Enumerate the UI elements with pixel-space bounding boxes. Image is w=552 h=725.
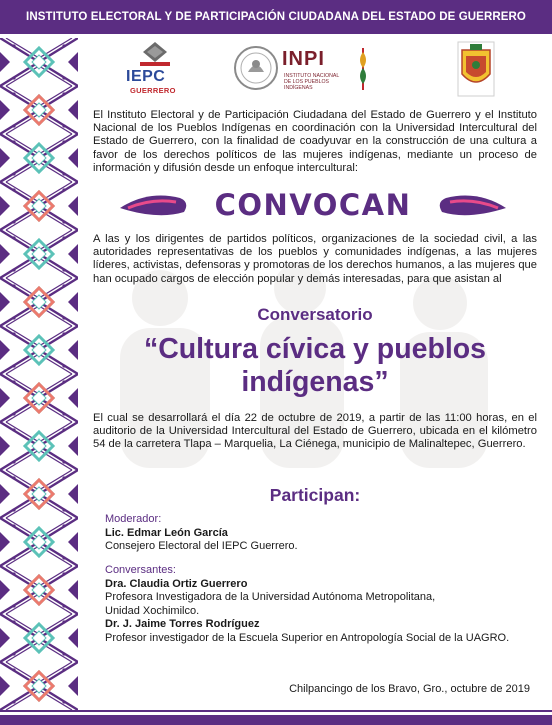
mexico-seal-icon — [232, 44, 280, 92]
iepc-logo — [120, 40, 190, 100]
speaker-name: Dra. Claudia Ortiz Guerrero — [105, 577, 248, 590]
participan-heading: Participan: — [269, 485, 361, 505]
moderator-label: Moderador: — [105, 513, 162, 525]
iepc-name: IEPC — [126, 68, 166, 85]
convocan-heading — [118, 188, 508, 222]
right-swoosh-icon — [434, 190, 508, 224]
iepc-emblem-icon — [120, 40, 190, 68]
moderator-name: Lic. Edmar León García — [105, 526, 228, 539]
feather-icon — [356, 46, 370, 92]
moderator-role: Consejero Electoral del IEPC Guerrero. — [105, 540, 298, 553]
header-banner — [0, 0, 552, 34]
speaker-role: Profesora Investigadora de la Universidad Autónoma Metropolitana, — [105, 591, 436, 604]
guerrero-coat-of-arms — [456, 40, 496, 98]
footer-bar — [0, 715, 552, 725]
convocan-title: CONVOCAN — [214, 188, 412, 222]
inpi-logo — [232, 40, 382, 100]
inpi-subtitle: INSTITUTO NACIONAL DE LOS PUEBLOS INDÍGENAS — [284, 73, 340, 91]
place-and-date: Chilpancingo de los Bravo, Gro., octubre de 2019 — [289, 683, 530, 695]
speaker-name: Dr. J. Jaime Torres Rodríguez — [105, 618, 260, 631]
speaker-role: Profesor investigador de la Escuela Superior en Antropología Social de la UAGRO. — [105, 631, 510, 644]
intro-paragraph: El Instituto Electoral y de Participación Ciudadana del Estado de Guerrero y el Instituto Nacional de los Pueblos Indígenas en coordinación con la Universidad Intercultural del Estado de Guerrero, con la finalidad de coadyuvar en la construcción de una cultura a favor de los derechos políticos de las mujeres indígenas, mediante un proceso de información y difusión desde un enfoque intercultural: — [93, 109, 537, 174]
speakers-label: Conversantes: — [105, 564, 176, 576]
conversatorio-title: “Cultura cívica y pueblos indígenas” — [143, 333, 487, 398]
iepc-state: GUERRERO — [130, 86, 176, 95]
moderator-section — [105, 513, 535, 554]
event-paragraph: El cual se desarrollará el día 22 de octubre de 2019, a partir de las 11:00 horas, en el auditorio de la Universidad Intercultural del Estado de Guerrero, ubicada en el kilómetro 54 de la carretera Tlapa – Marquelia, La Ciénega, municipio de Malinaltepec, Guerrero. — [93, 412, 537, 451]
inpi-name: INPI — [282, 48, 325, 70]
coat-of-arms-icon — [456, 40, 496, 98]
conversatorio-label: Conversatorio — [257, 305, 373, 324]
logo-row — [120, 40, 520, 102]
speakers-section — [105, 564, 535, 646]
invite-paragraph: A las y los dirigentes de partidos políticos, organizaciones de la sociedad civil, a las autoridades representativas de los pueblos y comunidades indígenas, a las mujeres líderes, activistas, defensoras y promotoras de los derechos humanos, a las mujeres que han ocupado cargos de elección popular y demás interesadas, para que asistan al — [93, 233, 537, 285]
decorative-border — [0, 38, 78, 710]
header-title: INSTITUTO ELECTORAL Y DE PARTICIPACIÓN CIUDADANA DEL ESTADO DE GUERRERO — [26, 11, 526, 23]
speaker-role: Unidad Xochimilco. — [105, 604, 200, 617]
